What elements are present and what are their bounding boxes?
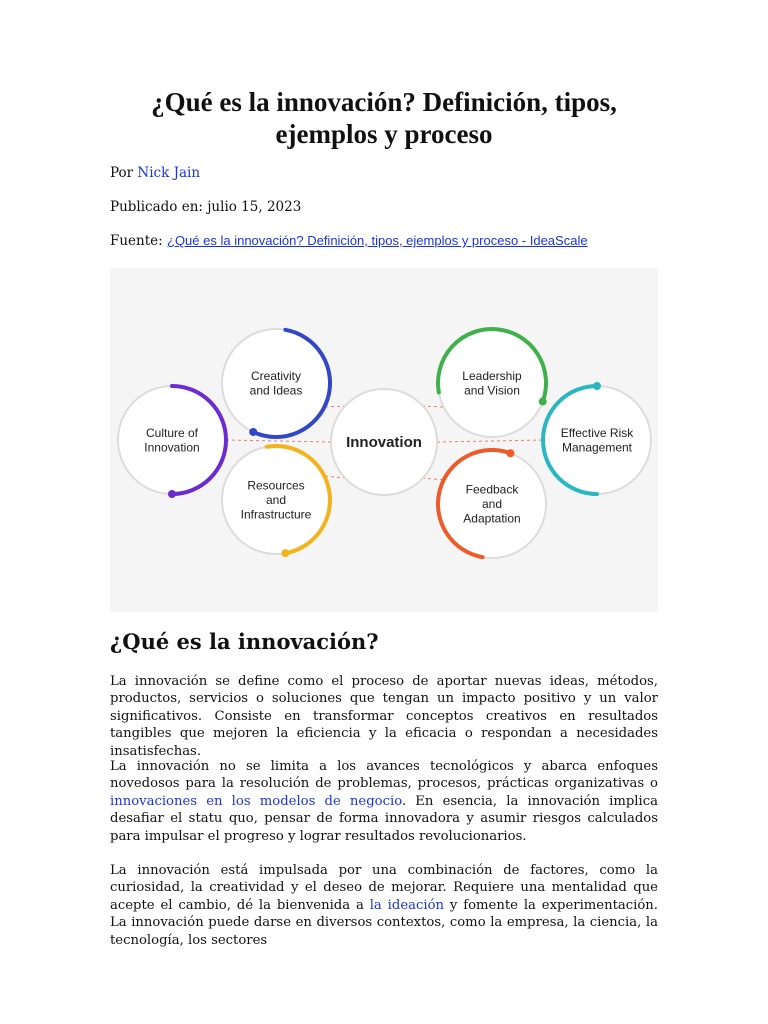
- source-prefix: Fuente:: [110, 233, 167, 249]
- connector-line: [422, 406, 444, 407]
- article-title: ¿Qué es la innovación? Definición, tipos, ejemplos y proceso: [151, 87, 617, 149]
- node-label: Culture of: [145, 425, 199, 440]
- business-model-link[interactable]: innovaciones en los modelos de negocio: [110, 793, 402, 809]
- ideation-link[interactable]: la ideación: [369, 897, 445, 913]
- author-prefix: Por: [110, 165, 138, 181]
- node-dot: [539, 397, 547, 405]
- node-dot: [506, 449, 514, 457]
- diagram-node-creativity: [222, 329, 330, 437]
- diagram-node-culture: [118, 386, 226, 498]
- node-label: and Vision: [464, 383, 520, 398]
- paragraph-2-text-a: La innovación no se limita a los avances tecnológicos y abarca enfoques novedosos para la resolución de problemas, procesos, prácticas organizativas o: [110, 759, 658, 792]
- node-label: Resources: [247, 478, 305, 493]
- diagram-node-leadership: [438, 329, 547, 437]
- paragraph-2: [110, 758, 658, 845]
- node-label: Infrastructure: [240, 507, 312, 522]
- diagram-node-risk: [543, 382, 651, 494]
- connector-line: [226, 440, 331, 442]
- node-label: Innovation: [144, 440, 200, 455]
- published-date: Publicado en: julio 15, 2023: [110, 199, 302, 215]
- node-label: and: [265, 493, 287, 507]
- diagram-node-feedback: [438, 449, 546, 558]
- node-label: Creativity: [250, 368, 302, 383]
- node-dot: [168, 490, 176, 498]
- diagram-center: [331, 389, 437, 495]
- paragraph-3: [110, 862, 658, 949]
- paragraph-1: La innovación se define como el proceso de aportar nuevas ideas, métodos, productos, servicios o soluciones que tengan un impacto positivo y un valor significativos. Consiste en transformar conceptos creativos en resultados tangibles que mejoren la eficiencia y la eficacia o respondan a necesidades insatisfechas.: [110, 674, 658, 759]
- innovation-diagram: [110, 268, 658, 612]
- node-dot: [249, 428, 257, 436]
- connector-line: [422, 478, 444, 480]
- node-dot: [593, 382, 601, 390]
- author-line: [110, 164, 200, 182]
- node-dot: [281, 549, 289, 557]
- connector-line: [324, 406, 346, 407]
- source-link[interactable]: ¿Qué es la innovación? Definición, tipos, ejemplos y proceso - IdeaScale: [167, 233, 588, 248]
- node-label: Management: [561, 440, 633, 455]
- connector-line: [437, 440, 543, 442]
- section-heading: ¿Qué es la innovación?: [110, 629, 379, 654]
- diagram-svg: [110, 268, 658, 612]
- node-label: and Ideas: [249, 383, 303, 398]
- paragraph-3-text-a: La innovación está impulsada por una combinación de factores, como la curiosidad, la creatividad y el deseo de mejorar. Requiere una mentalidad que acepte el cambio, dé la bienvenida a: [110, 863, 658, 913]
- paragraph-2-text-b: . En esencia, la innovación implica desafiar el statu quo, pensar de forma innovadora y asumir riesgos calculados para impulsar el progreso y lograr resultados revolucionarios.: [110, 793, 658, 844]
- paragraph-3-text-b: y fomente la experimentación. La innovación puede darse en diversos contextos, como la empresa, la ciencia, la tecnología, los sectores: [110, 897, 658, 948]
- node-label: Adaptation: [463, 511, 521, 526]
- center-label: Innovation: [346, 434, 422, 451]
- node-label: Effective Risk: [560, 425, 634, 440]
- source-line: [110, 232, 588, 250]
- node-label: Feedback: [465, 482, 519, 497]
- author-link[interactable]: Nick Jain: [137, 165, 201, 181]
- diagram-node-resources: [222, 446, 330, 557]
- node-label: Leadership: [462, 368, 522, 383]
- node-label: and: [481, 497, 503, 511]
